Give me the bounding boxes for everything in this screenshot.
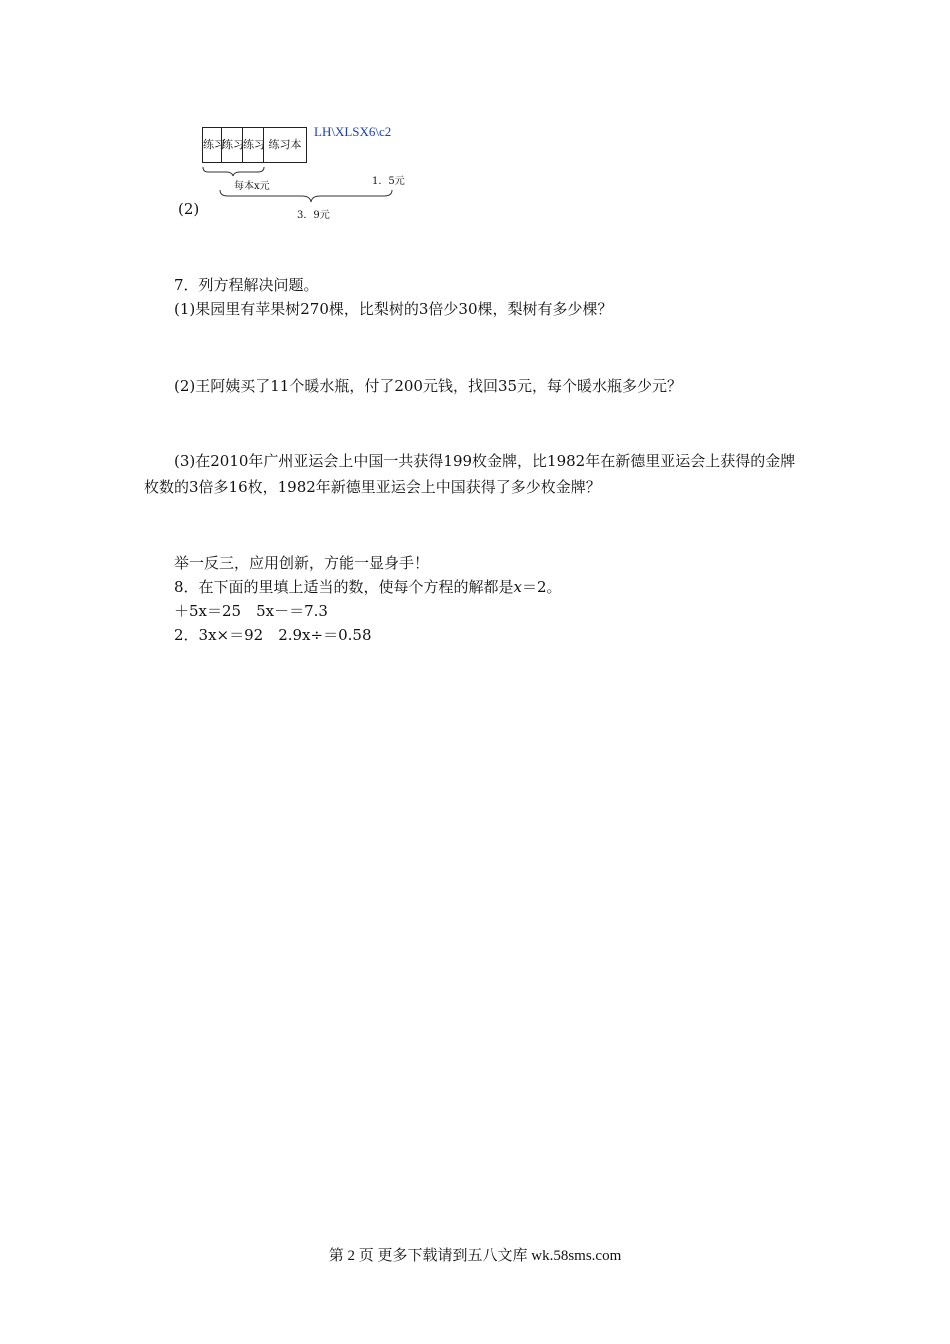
total-price-label: 3．9元 [297, 210, 330, 221]
page-footer: 第 2 页 更多下载请到五八文库 wk.58sms.com [328, 1248, 622, 1264]
figure-label: (2) [178, 200, 200, 218]
q7-part3: (3)在2010年广州亚运会上中国一共获得199枚金牌，比1982年在新德里亚运会上获得的金牌枚数的3倍多16枚，1982年新德里亚运会上中国获得了多少枚金牌？ [144, 452, 796, 496]
q8-title [174, 575, 562, 599]
each-price-label: 每本x元 [234, 181, 270, 192]
section-heading: 举一反三，应用创新，方能一显身手！ [174, 554, 430, 572]
book-box-2: 练习 [221, 127, 243, 163]
book-box-3: 练习 [242, 127, 264, 163]
q7-title: 7．列方程解决问题。 [174, 276, 319, 294]
q7-part1: (1)果园里有苹果树270棵，比梨树的3倍少30棵，梨树有多少棵？ [174, 300, 613, 318]
equation-line-1: ＋5x＝25 5x－＝7.3 [174, 602, 328, 620]
book-box-1: 练习 [202, 127, 222, 163]
q7-part2: (2)王阿姨买了11个暖水瓶，付了200元钱，找回35元，每个暖水瓶多少元？ [174, 377, 683, 395]
q8-variable: x [513, 578, 523, 596]
figure-reference: LH\XLSX6\c2 [314, 124, 392, 139]
last-price-label: 1．5元 [372, 176, 405, 187]
q8-title-part-b: ＝2。 [522, 578, 562, 596]
q8-title-part-a: 8．在下面的里填上适当的数，使每个方程的解都是 [174, 578, 514, 596]
book-box-4: 练习本 [263, 127, 307, 163]
exercise-book-diagram [174, 118, 434, 224]
equation-line-2: 2．3x×＝92 2.9x÷＝0.58 [174, 626, 372, 644]
